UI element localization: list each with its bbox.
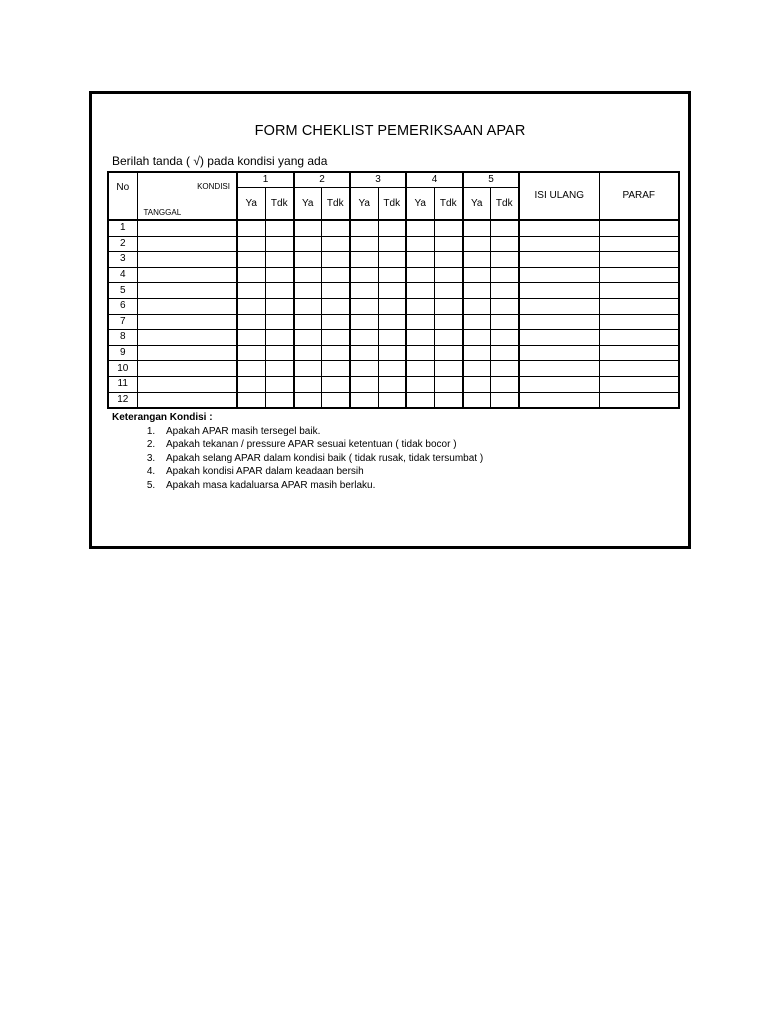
checklist-table — [107, 171, 680, 409]
paraf-cell[interactable] — [599, 267, 679, 283]
tdk-cell[interactable] — [434, 283, 463, 299]
ya-cell[interactable] — [350, 252, 378, 268]
note-item: 3. Apakah selang APAR dalam kondisi baik ( tidak rusak, tidak tersumbat ) — [158, 452, 483, 466]
tdk-cell[interactable] — [434, 298, 463, 314]
tdk-cell[interactable] — [378, 267, 406, 283]
checklist-rows — [108, 220, 679, 408]
tdk-cell[interactable] — [265, 252, 294, 268]
date-cell[interactable] — [137, 376, 237, 392]
row-number: 8 — [108, 330, 137, 346]
tdk-header: Tdk — [265, 188, 294, 221]
ya-cell[interactable] — [406, 252, 434, 268]
ya-cell[interactable] — [237, 252, 265, 268]
tdk-cell[interactable] — [490, 345, 519, 361]
ya-cell[interactable] — [350, 236, 378, 252]
table-row — [108, 314, 679, 330]
ya-cell[interactable] — [463, 314, 490, 330]
tdk-cell[interactable] — [321, 283, 350, 299]
tdk-cell[interactable] — [434, 376, 463, 392]
row-number: 1 — [108, 220, 137, 236]
ya-header: Ya — [406, 188, 434, 221]
ya-cell[interactable] — [463, 236, 490, 252]
tdk-cell[interactable] — [265, 283, 294, 299]
date-cell[interactable] — [137, 298, 237, 314]
ya-cell[interactable] — [406, 330, 434, 346]
ya-cell[interactable] — [294, 330, 321, 346]
date-cell[interactable] — [137, 345, 237, 361]
ya-cell[interactable] — [463, 345, 490, 361]
tdk-cell[interactable] — [434, 220, 463, 236]
tdk-cell[interactable] — [265, 392, 294, 408]
ya-cell[interactable] — [294, 283, 321, 299]
ya-cell[interactable] — [463, 252, 490, 268]
isi-ulang-cell[interactable] — [519, 345, 599, 361]
ya-cell[interactable] — [350, 392, 378, 408]
ya-cell[interactable] — [237, 283, 265, 299]
ya-header: Ya — [350, 188, 378, 221]
ya-cell[interactable] — [350, 361, 378, 377]
paraf-cell[interactable] — [599, 314, 679, 330]
tdk-cell[interactable] — [490, 220, 519, 236]
tdk-cell[interactable] — [378, 252, 406, 268]
ya-header: Ya — [294, 188, 321, 221]
tdk-cell[interactable] — [378, 298, 406, 314]
table-row — [108, 361, 679, 377]
ya-cell[interactable] — [294, 376, 321, 392]
tdk-cell[interactable] — [321, 298, 350, 314]
ya-cell[interactable] — [237, 376, 265, 392]
tdk-header: Tdk — [434, 188, 463, 221]
ya-cell[interactable] — [350, 220, 378, 236]
ya-cell[interactable] — [294, 314, 321, 330]
ya-cell[interactable] — [350, 314, 378, 330]
tdk-cell[interactable] — [490, 236, 519, 252]
ya-cell[interactable] — [237, 330, 265, 346]
ya-cell[interactable] — [294, 345, 321, 361]
paraf-cell[interactable] — [599, 376, 679, 392]
form-title: FORM CHEKLIST PEMERIKSAAN APAR — [254, 123, 526, 139]
isi-ulang-cell[interactable] — [519, 376, 599, 392]
table-row — [108, 330, 679, 346]
tdk-cell[interactable] — [321, 345, 350, 361]
row-number: 5 — [108, 283, 137, 299]
tdk-cell[interactable] — [321, 252, 350, 268]
ya-cell[interactable] — [463, 220, 490, 236]
notes-heading: Keterangan Kondisi : — [112, 412, 213, 423]
tdk-header: Tdk — [321, 188, 350, 221]
tdk-header: Tdk — [490, 188, 519, 221]
isi-ulang-cell[interactable] — [519, 283, 599, 299]
ya-cell[interactable] — [237, 236, 265, 252]
tdk-cell[interactable] — [321, 314, 350, 330]
instruction-text: Berilah tanda ( √) pada kondisi yang ada — [112, 154, 328, 168]
ya-cell[interactable] — [463, 267, 490, 283]
ya-cell[interactable] — [463, 330, 490, 346]
ya-cell[interactable] — [406, 361, 434, 377]
date-cell[interactable] — [137, 361, 237, 377]
table-row — [108, 392, 679, 408]
date-cell[interactable] — [137, 314, 237, 330]
date-cell[interactable] — [137, 283, 237, 299]
tdk-cell[interactable] — [490, 392, 519, 408]
ya-cell[interactable] — [237, 298, 265, 314]
ya-cell[interactable] — [406, 267, 434, 283]
row-number: 4 — [108, 267, 137, 283]
note-item: 4. Apakah kondisi APAR dalam keadaan bersih — [158, 465, 483, 479]
kondisi-label: KONDISI — [197, 182, 230, 191]
paraf-header: PARAF — [599, 172, 679, 220]
tdk-cell[interactable] — [321, 392, 350, 408]
table-row — [108, 376, 679, 392]
ya-cell[interactable] — [406, 283, 434, 299]
table-row — [108, 220, 679, 236]
notes-list — [112, 425, 483, 493]
tdk-cell[interactable] — [490, 376, 519, 392]
ya-cell[interactable] — [294, 252, 321, 268]
tdk-cell[interactable] — [321, 330, 350, 346]
condition-header-3: 3 — [350, 172, 406, 188]
ya-cell[interactable] — [294, 298, 321, 314]
ya-cell[interactable] — [350, 267, 378, 283]
tdk-cell[interactable] — [434, 392, 463, 408]
note-item: 2. Apakah tekanan / pressure APAR sesuai ketentuan ( tidak bocor ) — [158, 438, 483, 452]
tdk-cell[interactable] — [321, 376, 350, 392]
ya-cell[interactable] — [406, 376, 434, 392]
row-number: 3 — [108, 252, 137, 268]
tdk-cell[interactable] — [378, 314, 406, 330]
condition-header-1: 1 — [237, 172, 294, 188]
tdk-cell[interactable] — [265, 361, 294, 377]
isi-ulang-cell[interactable] — [519, 298, 599, 314]
tdk-cell[interactable] — [434, 267, 463, 283]
tdk-cell[interactable] — [265, 314, 294, 330]
tdk-cell[interactable] — [434, 330, 463, 346]
tdk-cell[interactable] — [434, 361, 463, 377]
tdk-cell[interactable] — [265, 267, 294, 283]
ya-header: Ya — [463, 188, 490, 221]
tdk-cell[interactable] — [434, 252, 463, 268]
table-row — [108, 345, 679, 361]
tdk-header: Tdk — [378, 188, 406, 221]
ya-cell[interactable] — [463, 298, 490, 314]
ya-cell[interactable] — [406, 345, 434, 361]
ya-cell[interactable] — [406, 314, 434, 330]
note-item: 1. Apakah APAR masih tersegel baik. — [158, 425, 483, 439]
tdk-cell[interactable] — [378, 361, 406, 377]
tdk-cell[interactable] — [490, 298, 519, 314]
ya-cell[interactable] — [350, 298, 378, 314]
table-row — [108, 252, 679, 268]
tdk-cell[interactable] — [265, 298, 294, 314]
tdk-cell[interactable] — [378, 236, 406, 252]
row-number: 6 — [108, 298, 137, 314]
ya-cell[interactable] — [237, 314, 265, 330]
tdk-cell[interactable] — [378, 345, 406, 361]
ya-cell[interactable] — [294, 220, 321, 236]
tdk-cell[interactable] — [265, 376, 294, 392]
date-cell[interactable] — [137, 252, 237, 268]
isi-ulang-cell[interactable] — [519, 392, 599, 408]
date-cell[interactable] — [137, 267, 237, 283]
ya-cell[interactable] — [350, 376, 378, 392]
ya-cell[interactable] — [294, 236, 321, 252]
ya-cell[interactable] — [237, 267, 265, 283]
tdk-cell[interactable] — [321, 267, 350, 283]
paraf-cell[interactable] — [599, 283, 679, 299]
ya-cell[interactable] — [463, 361, 490, 377]
row-number: 2 — [108, 236, 137, 252]
ya-cell[interactable] — [237, 361, 265, 377]
ya-header: Ya — [237, 188, 265, 221]
paraf-cell[interactable] — [599, 252, 679, 268]
ya-cell[interactable] — [463, 283, 490, 299]
tdk-cell[interactable] — [321, 220, 350, 236]
ya-cell[interactable] — [350, 345, 378, 361]
note-item: 5. Apakah masa kadaluarsa APAR masih berlaku. — [158, 479, 483, 493]
paraf-cell[interactable] — [599, 236, 679, 252]
paraf-cell[interactable] — [599, 298, 679, 314]
tdk-cell[interactable] — [490, 267, 519, 283]
ya-cell[interactable] — [294, 361, 321, 377]
tdk-cell[interactable] — [265, 330, 294, 346]
ya-cell[interactable] — [237, 220, 265, 236]
condition-header-5: 5 — [463, 172, 519, 188]
no-header: No — [108, 172, 137, 220]
ya-cell[interactable] — [406, 220, 434, 236]
tdk-cell[interactable] — [490, 283, 519, 299]
tdk-cell[interactable] — [490, 314, 519, 330]
tdk-cell[interactable] — [378, 392, 406, 408]
isi-ulang-cell[interactable] — [519, 220, 599, 236]
condition-header-2: 2 — [294, 172, 350, 188]
row-number: 11 — [108, 376, 137, 392]
isi-ulang-cell[interactable] — [519, 252, 599, 268]
paraf-cell[interactable] — [599, 361, 679, 377]
isi-ulang-cell[interactable] — [519, 314, 599, 330]
tdk-cell[interactable] — [265, 220, 294, 236]
tanggal-label: TANGGAL — [143, 208, 182, 217]
tdk-cell[interactable] — [265, 236, 294, 252]
ya-cell[interactable] — [406, 236, 434, 252]
tdk-cell[interactable] — [490, 330, 519, 346]
date-cell[interactable] — [137, 392, 237, 408]
isi-ulang-header: ISI ULANG — [519, 172, 599, 220]
date-cell[interactable] — [137, 330, 237, 346]
date-cell[interactable] — [137, 236, 237, 252]
table-row — [108, 298, 679, 314]
tdk-cell[interactable] — [321, 236, 350, 252]
tdk-cell[interactable] — [321, 361, 350, 377]
ya-cell[interactable] — [237, 392, 265, 408]
condition-header-4: 4 — [406, 172, 463, 188]
tdk-cell[interactable] — [490, 361, 519, 377]
kondisi-tanggal-header — [137, 172, 237, 220]
ya-cell[interactable] — [350, 330, 378, 346]
paraf-cell[interactable] — [599, 392, 679, 408]
tdk-cell[interactable] — [378, 283, 406, 299]
tdk-cell[interactable] — [265, 345, 294, 361]
date-cell[interactable] — [137, 220, 237, 236]
isi-ulang-cell[interactable] — [519, 236, 599, 252]
table-row — [108, 236, 679, 252]
row-number: 12 — [108, 392, 137, 408]
paraf-cell[interactable] — [599, 345, 679, 361]
ya-cell[interactable] — [406, 298, 434, 314]
notes-section — [112, 411, 483, 493]
tdk-cell[interactable] — [434, 345, 463, 361]
tdk-cell[interactable] — [434, 236, 463, 252]
ya-cell[interactable] — [294, 267, 321, 283]
tdk-cell[interactable] — [378, 376, 406, 392]
tdk-cell[interactable] — [434, 314, 463, 330]
isi-ulang-cell[interactable] — [519, 267, 599, 283]
ya-cell[interactable] — [294, 392, 321, 408]
row-number: 9 — [108, 345, 137, 361]
row-number: 10 — [108, 361, 137, 377]
table-row — [108, 283, 679, 299]
ya-cell[interactable] — [463, 376, 490, 392]
paraf-cell[interactable] — [599, 330, 679, 346]
ya-cell[interactable] — [237, 345, 265, 361]
ya-cell[interactable] — [350, 283, 378, 299]
ya-cell[interactable] — [406, 392, 434, 408]
table-row — [108, 267, 679, 283]
paraf-cell[interactable] — [599, 220, 679, 236]
form-frame — [89, 91, 691, 549]
tdk-cell[interactable] — [490, 252, 519, 268]
isi-ulang-cell[interactable] — [519, 361, 599, 377]
isi-ulang-cell[interactable] — [519, 330, 599, 346]
row-number: 7 — [108, 314, 137, 330]
tdk-cell[interactable] — [378, 330, 406, 346]
ya-cell[interactable] — [463, 392, 490, 408]
tdk-cell[interactable] — [378, 220, 406, 236]
